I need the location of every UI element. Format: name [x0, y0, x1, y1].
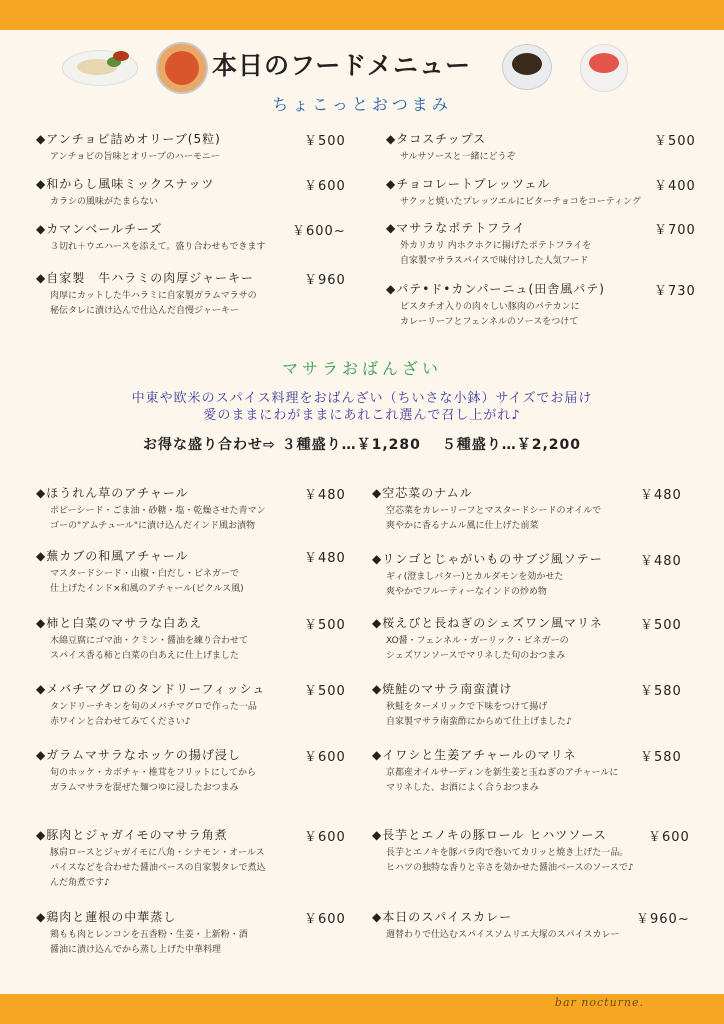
curry-bowl-image: [156, 42, 208, 94]
item-description: スパイス香る柿と白菜の白あえに仕上げました: [50, 651, 239, 661]
item-price: ￥600: [304, 750, 346, 765]
item-description: ポピーシード・ごま油・砂糖・塩・乾燥させた青マン: [50, 506, 266, 516]
item-description: サルサソースと一緒にどうぞ: [400, 152, 516, 162]
item-description: 自家製マサラ南蛮酢にからめて仕上げました♪: [386, 717, 572, 727]
dip-cup-image: [580, 44, 628, 92]
item-name: ◆焼鮭のマサラ南蛮漬け: [372, 682, 513, 696]
item-price: ￥600: [304, 830, 346, 845]
item-description: んだ角煮です♪: [50, 878, 110, 888]
chicken-rice-dish-image: [62, 50, 138, 86]
item-description: 木綿豆腐にゴマ油・クミン・醤油を練り合わせて: [50, 636, 249, 646]
item-description: 週替わりで仕込むスパイスソムリエ大塚のスパイスカレー: [386, 930, 620, 940]
item-description: サクッと焼いたプレッツエルにビターチョコをコーティング: [400, 197, 641, 207]
item-price: ￥500: [304, 134, 346, 149]
section-description: 愛のままにわがままにあれこれ選んで召し上がれ♪: [203, 408, 521, 423]
item-description: ゴーの"アムチュール"に漬け込んだインド風お漬物: [50, 521, 256, 531]
item-description: 自家製マサラスパイスで味付けした人気フード: [400, 256, 589, 266]
item-price: ￥960~: [636, 912, 690, 927]
item-description: カレーリーフとフェンネルのソースをつけて: [400, 317, 579, 327]
item-description: 爽やかでフルーティーなインドの炒め物: [386, 587, 547, 597]
menu-header: [0, 38, 724, 94]
item-price: ￥500: [640, 618, 682, 633]
item-price: ￥580: [640, 684, 682, 699]
item-description: タンドリーチキンを旬のメバチマグロで作った一品: [50, 702, 257, 712]
item-description: 長芋とエノキを豚バラ肉で巻いてカリッと焼き上げた一品。: [386, 848, 629, 858]
item-description: シェズワンソースでマリネした旬のおつまみ: [386, 651, 566, 661]
item-description: ヒハツの独特な香りと辛さを効かせた醤油ベースのソースで♪: [386, 863, 634, 873]
item-description: 赤ワインと合わせてみてください♪: [50, 717, 191, 727]
item-name: ◆蕪カブの和風アチャール: [36, 549, 189, 563]
item-name: ◆マサラなポテトフライ: [386, 221, 526, 235]
item-price: ￥480: [640, 488, 682, 503]
item-name: ◆ガラムマサラなホッケの揚げ浸し: [36, 748, 241, 762]
item-name: ◆自家製 牛ハラミの肉厚ジャーキー: [36, 271, 254, 285]
item-name: ◆豚肉とジャガイモのマサラ角煮: [36, 828, 228, 842]
item-price: ￥500: [304, 684, 346, 699]
item-price: ￥400: [654, 179, 696, 194]
item-description: 爽やかに香るナムル風に仕上げた前菜: [386, 521, 539, 531]
item-price: ￥600: [304, 179, 346, 194]
fried-chicken-bowl-image: [502, 44, 552, 90]
item-name: ◆空芯菜のナムル: [372, 486, 473, 500]
item-price: ￥580: [640, 750, 682, 765]
item-description: 旬のホッケ・カボチャ・椎茸をフリットにしてから: [50, 768, 257, 778]
combo-offer: お得な盛り合わせ⇨ ３種盛り…￥1,280 ５種盛り…￥2,200: [142, 437, 582, 453]
item-price: ￥730: [654, 284, 696, 299]
item-description: 豚肩ロースとジャガイモに八角・シナモン・オールス: [50, 848, 265, 858]
section-title-snacks: ちょこっとおつまみ: [272, 95, 452, 114]
item-price: ￥600: [648, 830, 690, 845]
item-description: 外カリカリ 内ホクホクに揚げたポテトフライを: [400, 241, 592, 251]
item-description: 京都産オイルサーディンを新生姜と玉ねぎのアチャールに: [386, 768, 619, 778]
item-price: ￥500: [654, 134, 696, 149]
item-description: ３切れ＋ウエハースを添えて。盛り合わせもできます: [50, 242, 266, 252]
item-description: カラシの風味がたまらない: [50, 197, 159, 207]
item-description: 醤油に漬け込んでから蒸し上げた中華料理: [50, 945, 222, 955]
item-price: ￥700: [654, 223, 696, 238]
item-name: ◆桜えびと長ねぎのシェズワン風マリネ: [372, 616, 603, 630]
item-name: ◆タコスチップス: [386, 132, 487, 146]
section-title-obanzai: マサラおばんざい: [281, 359, 442, 378]
item-name: ◆アンチョビ詰めオリーブ(5粒): [36, 132, 221, 146]
item-description: 仕上げたインド×和風のアチャール(ピクルス風): [50, 584, 244, 594]
item-description: マリネした、お酒によく合うおつまみ: [386, 783, 539, 793]
item-name: ◆パテ•ド•カンパーニュ(田舎風パテ): [386, 282, 605, 296]
item-description: ギィ(澄ましバター)とカルダモンを効かせた: [386, 572, 564, 582]
item-description: 秘伝タレに漬け込んで仕込んだ自慢ジャーキー: [50, 306, 239, 316]
item-name: ◆チョコレートプレッツェル: [386, 177, 551, 191]
item-name: ◆カマンベールチーズ: [36, 222, 163, 236]
top-accent-bar: [0, 0, 724, 30]
section-description: 中東や欧米のスパイス料理をおばんざい（ちいさな小鉢）サイズでお届け: [131, 391, 593, 406]
item-description: 肉厚にカットした牛ハラミに自家製ガラムマラサの: [50, 291, 257, 301]
item-name: ◆ほうれん草のアチャール: [36, 486, 189, 500]
item-price: ￥480: [640, 554, 682, 569]
item-price: ￥500: [304, 618, 346, 633]
item-description: 秋鮭をターメリックで下味をつけて揚げ: [386, 702, 548, 712]
item-name: ◆鶏肉と蓮根の中華蒸し: [36, 910, 177, 924]
item-description: ピスタチオ入りの肉々しい豚肉のパテカンに: [400, 302, 580, 312]
item-name: ◆長芋とエノキの豚ロール ヒハツソース: [372, 828, 607, 842]
item-description: パイスなどを合わせた醤油ベースの自家製タレで煮込: [50, 863, 266, 873]
item-description: アンチョビの旨味とオリーブのハーモニー: [50, 152, 220, 162]
item-name: ◆イワシと生姜アチャールのマリネ: [372, 748, 577, 762]
item-name: ◆リンゴとじゃがいものサブジ風ソテー: [372, 552, 603, 566]
item-name: ◆和からし風味ミックスナッツ: [36, 177, 215, 191]
item-description: 鶏もも肉とレンコンを五香粉・生姜・上新粉・酒: [50, 930, 248, 940]
item-price: ￥600: [304, 912, 346, 927]
item-description: マスタードシード・山椒・白だし・ビネガーで: [50, 569, 240, 579]
item-name: ◆柿と白菜のマサラな白あえ: [36, 616, 203, 630]
item-description: 空芯菜をカレーリーフとマスタードシードのオイルで: [386, 506, 602, 516]
item-price: ￥960: [304, 273, 346, 288]
page-title: 本日のフードメニュー: [212, 51, 472, 80]
item-description: ガラムマサラを混ぜた麺つゆに浸したおつまみ: [50, 783, 239, 793]
bar-signature: bar nocturne.: [554, 996, 644, 1009]
item-name: ◆本日のスパイスカレー: [372, 910, 513, 924]
item-price: ￥480: [304, 488, 346, 503]
item-price: ￥480: [304, 551, 346, 566]
item-name: ◆メバチマグロのタンドリーフィッシュ: [36, 682, 266, 696]
item-price: ￥600~: [292, 224, 346, 239]
item-description: XO醤・フェンネル・ガーリック・ビネガーの: [386, 636, 569, 646]
